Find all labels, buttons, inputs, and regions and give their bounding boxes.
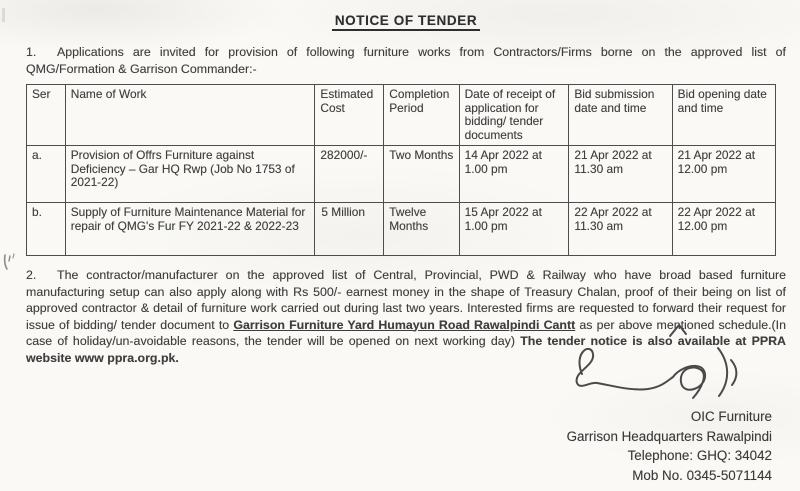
cell-bid-submission: 22 Apr 2022 at 11.30 am bbox=[569, 203, 672, 256]
cell-bid-opening: 22 Apr 2022 at 12.00 pm bbox=[672, 203, 775, 256]
cell-completion-period: Twelve Months bbox=[384, 203, 459, 256]
cell-bid-opening: 21 Apr 2022 at 12.00 pm bbox=[672, 146, 775, 203]
garrison-furniture-yard-address: Garrison Furniture Yard Humayun Road Rawalpindi Cantt bbox=[233, 317, 576, 332]
signature-block bbox=[567, 407, 772, 485]
signatory-title: OIC Furniture bbox=[690, 409, 772, 424]
header-completion-period: Completion Period bbox=[384, 85, 459, 146]
cell-completion-period: Two Months bbox=[384, 146, 459, 203]
page-title: NOTICE OF TENDER bbox=[332, 13, 480, 31]
header-bid-opening: Bid opening date and time bbox=[672, 85, 775, 146]
ink-mark bbox=[2, 252, 16, 272]
telephone-line: Telephone: GHQ: 34042 bbox=[627, 448, 772, 463]
cell-estimated-cost: 282000/- bbox=[315, 146, 384, 203]
tender-table bbox=[26, 84, 776, 256]
paragraph-1 bbox=[26, 44, 786, 77]
header-estimated-cost: Estimated Cost bbox=[315, 85, 384, 146]
cell-name-of-work: Supply of Furniture Maintenance Material for repair of QMG's Fur FY 2021-22 & 2022-23 bbox=[65, 203, 315, 256]
cell-bid-submission: 21 Apr 2022 at 11.30 am bbox=[569, 146, 672, 203]
header-date-of-receipt: Date of receipt of application for bidding/ tender documents bbox=[459, 85, 569, 146]
header-ser: Ser bbox=[27, 85, 66, 146]
cell-ser: b. bbox=[27, 203, 66, 256]
cell-date-of-receipt: 15 Apr 2022 at 1.00 pm bbox=[459, 203, 569, 256]
ppra-website-note: The tender notice is also available at PPRA website www ppra.org.pk. bbox=[26, 334, 786, 365]
scan-artifact bbox=[2, 8, 5, 22]
cell-ser: a. bbox=[27, 146, 66, 203]
paragraph-2-text: The contractor/manufacturer on the approved list of Central, Provincial, PWD & Railway who have broad based furniture manufacturing setup can also apply along with Rs 500/- earnest money in the shape of Treasury Chalan, proof of their being on list of approved contractor & detail of furniture work carried out during last two years. Interested firms are requested to forward their request for issue of bidding/ tender document to bbox=[26, 268, 786, 332]
header-name-of-work: Name of Work bbox=[65, 85, 315, 146]
mobile-line: Mob No. 0345-5071144 bbox=[632, 467, 772, 483]
table-row bbox=[27, 146, 776, 203]
organization-name: Garrison Headquarters Rawalpindi bbox=[566, 428, 772, 444]
cell-date-of-receipt: 14 Apr 2022 at 1.00 pm bbox=[459, 146, 569, 203]
paragraph-2-text-middle: as per above mentioned schedule.(In case of holiday/un-avoidable reasons, the tender will be opened on next working day) bbox=[26, 317, 786, 348]
table-row bbox=[27, 203, 776, 256]
signature bbox=[552, 320, 742, 415]
cell-estimated-cost: 5 Million bbox=[315, 203, 384, 256]
cell-name-of-work: Provision of Offrs Furniture against Deficiency – Gar HQ Rwp (Job No 1753 of 2021-22) bbox=[65, 146, 315, 203]
paragraph-1-number: 1. bbox=[26, 45, 37, 59]
table-header-row bbox=[27, 85, 776, 146]
header-bid-submission: Bid submission date and time bbox=[569, 85, 672, 146]
paragraph-2-number: 2. bbox=[26, 268, 37, 282]
paragraph-1-text: Applications are invited for provision of following furniture works from Contractors/Firms borne on the approved list of QMG/Formation & Garrison Commander:- bbox=[26, 45, 786, 76]
